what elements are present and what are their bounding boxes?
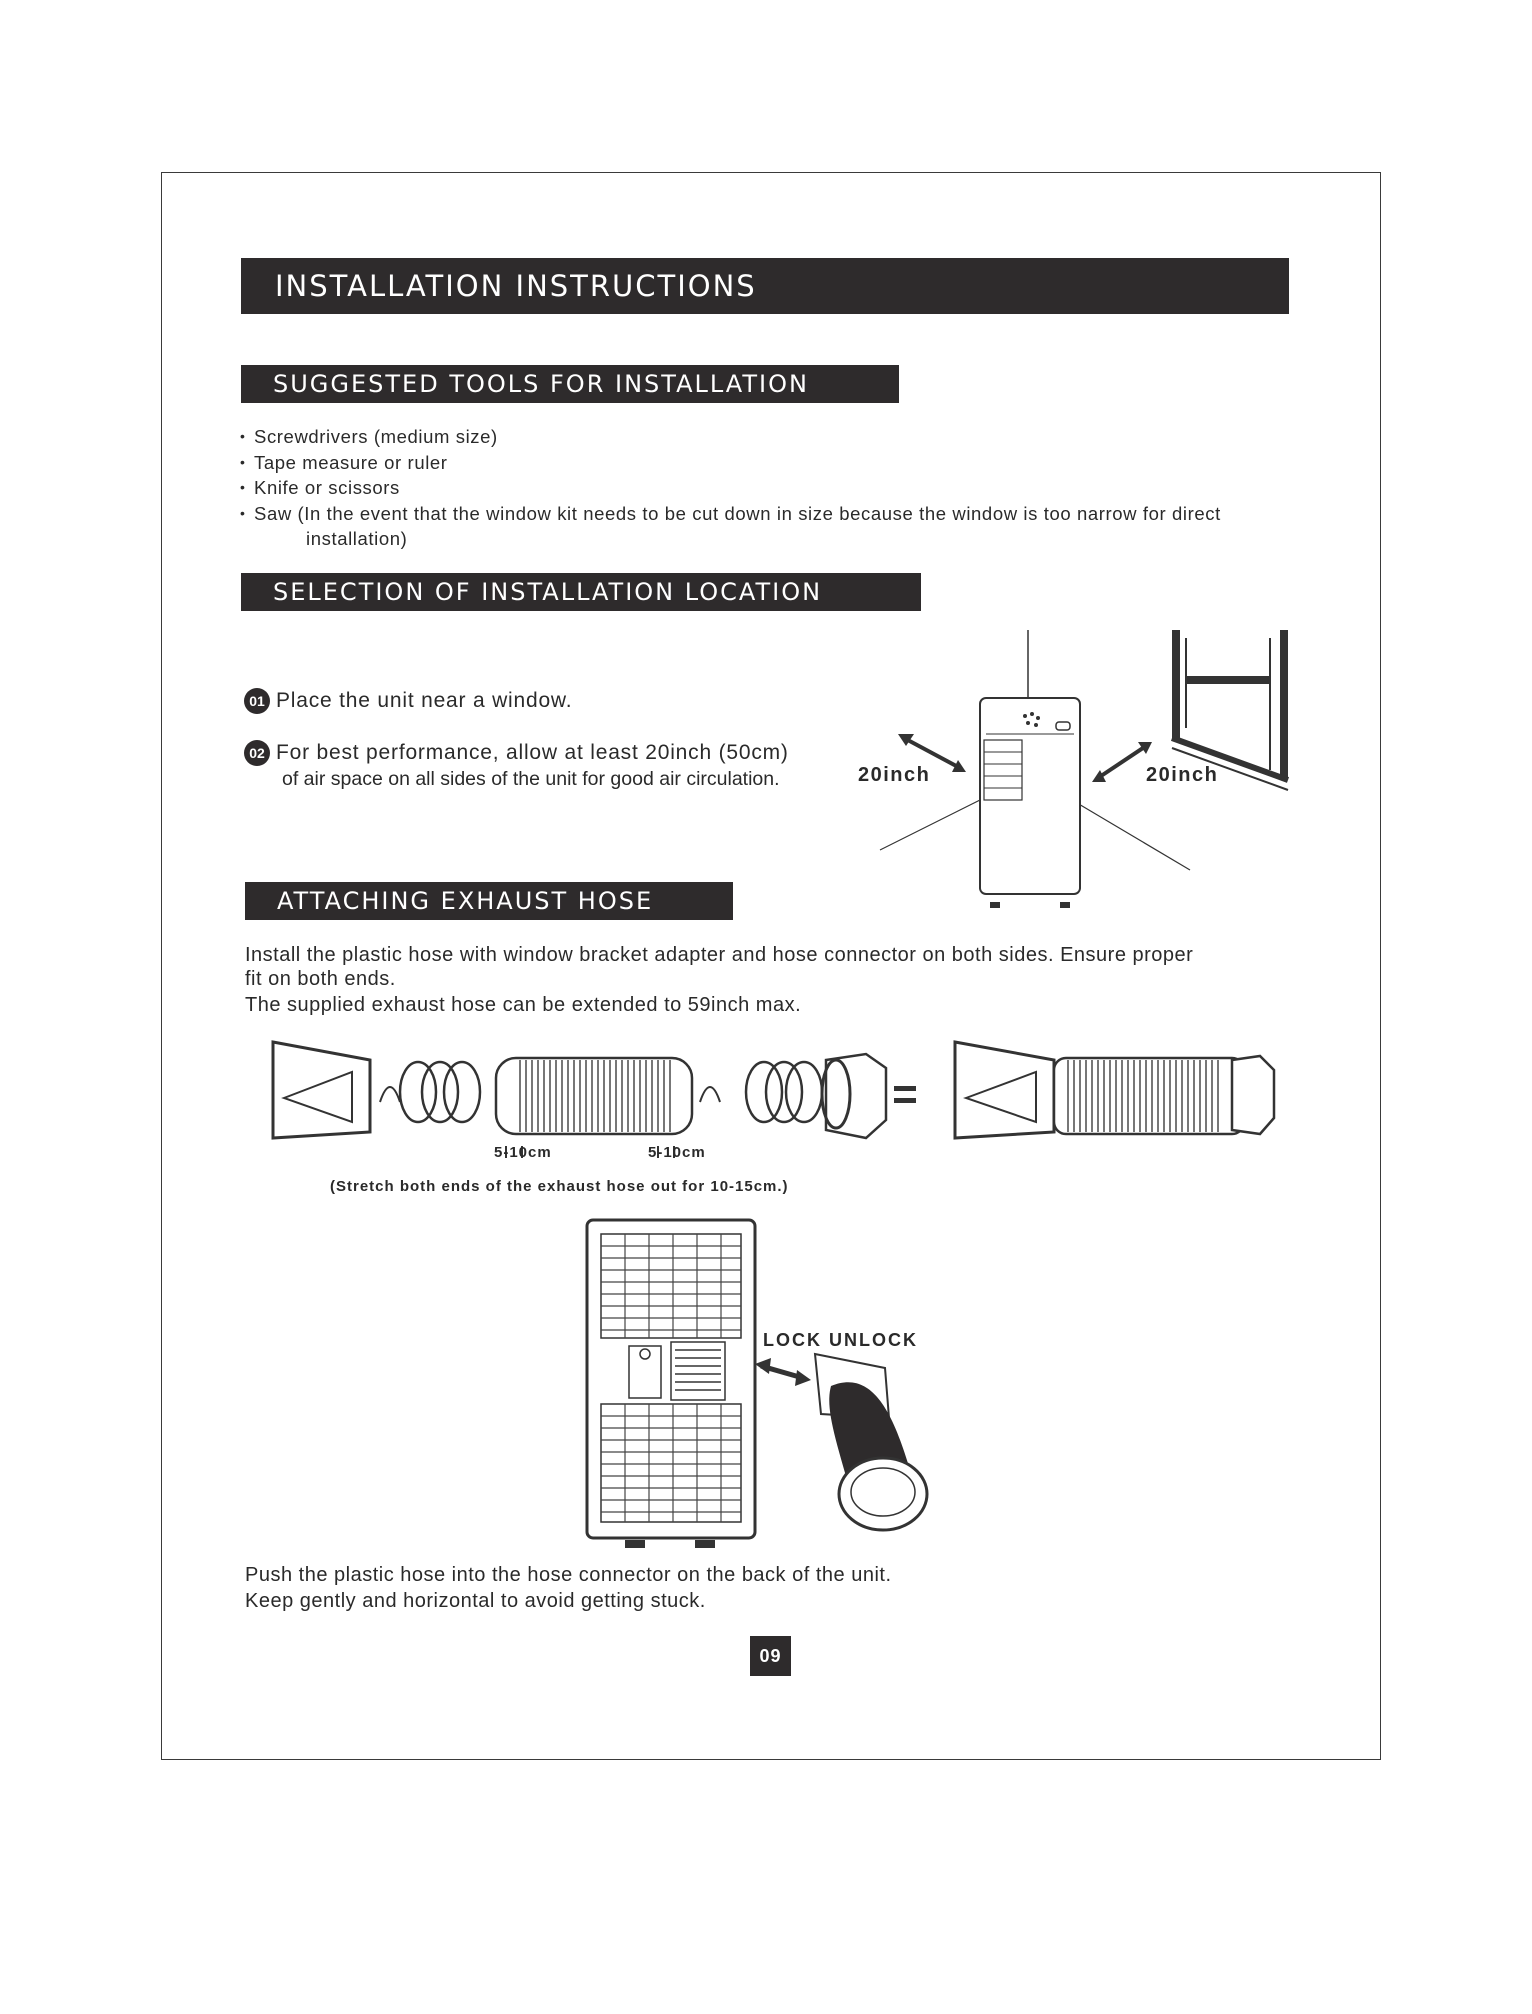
- hose-heading: ATTACHING EXHAUST HOSE: [245, 882, 733, 920]
- location-heading: SELECTION OF INSTALLATION LOCATION: [241, 573, 921, 611]
- tool-item-3: Knife or scissors: [254, 477, 400, 498]
- location-step-2: [244, 740, 789, 792]
- hose-paragraph-line-2: fit on both ends.: [245, 968, 396, 990]
- lock-unlock-label: LOCK UNLOCK: [763, 1330, 918, 1350]
- hose-paragraph-line-1: Install the plastic hose with window bracket adapter and hose connector on both sides. Ensure proper: [245, 944, 1194, 966]
- stretch-note: (Stretch both ends of the exhaust hose out for 10-15cm.): [330, 1178, 789, 1195]
- tools-list: [240, 424, 1300, 552]
- list-item: [240, 501, 1300, 552]
- tool-item-1: Screwdrivers (medium size): [254, 426, 498, 447]
- step-1-text: Place the unit near a window.: [276, 689, 573, 712]
- hose-paragraph-line-3: The supplied exhaust hose can be extended to 59inch max.: [245, 994, 802, 1016]
- list-item: [240, 450, 1300, 476]
- push-instruction-line-2: Keep gently and horizontal to avoid getting stuck.: [245, 1590, 706, 1612]
- step-number-badge: 01: [244, 688, 270, 714]
- clearance-left-label: 20inch: [858, 764, 931, 786]
- tools-heading: SUGGESTED TOOLS FOR INSTALLATION: [241, 365, 899, 403]
- list-item: [240, 475, 1300, 501]
- list-item: [240, 424, 1300, 450]
- tool-item-2: Tape measure or ruler: [254, 451, 448, 473]
- page-title: INSTALLATION INSTRUCTIONS: [241, 258, 1289, 314]
- stretch-label-right: 5-10cm: [648, 1144, 706, 1161]
- step-2-line-2: of air space on all sides of the unit for good air circulation.: [282, 768, 780, 790]
- step-2-line-1: For best performance, allow at least 20inch (50cm): [276, 741, 789, 764]
- clearance-right-label: 20inch: [1146, 764, 1219, 786]
- page-number: 09: [750, 1636, 791, 1676]
- stretch-label-left: 5-10cm: [494, 1144, 552, 1161]
- push-instruction-line-1: Push the plastic hose into the hose connector on the back of the unit.: [245, 1564, 892, 1586]
- hose-assembly-diagram: [270, 1030, 1280, 1160]
- tool-item-4: Saw (In the event that the window kit needs to be cut down in size because the window is too narrow for direct: [254, 502, 1221, 524]
- location-step-1: [244, 688, 572, 714]
- step-number-badge: 02: [244, 740, 270, 766]
- tool-item-4-continuation: installation): [306, 528, 408, 549]
- unit-back-diagram: [585, 1218, 955, 1548]
- clearance-illustration: [860, 630, 1300, 890]
